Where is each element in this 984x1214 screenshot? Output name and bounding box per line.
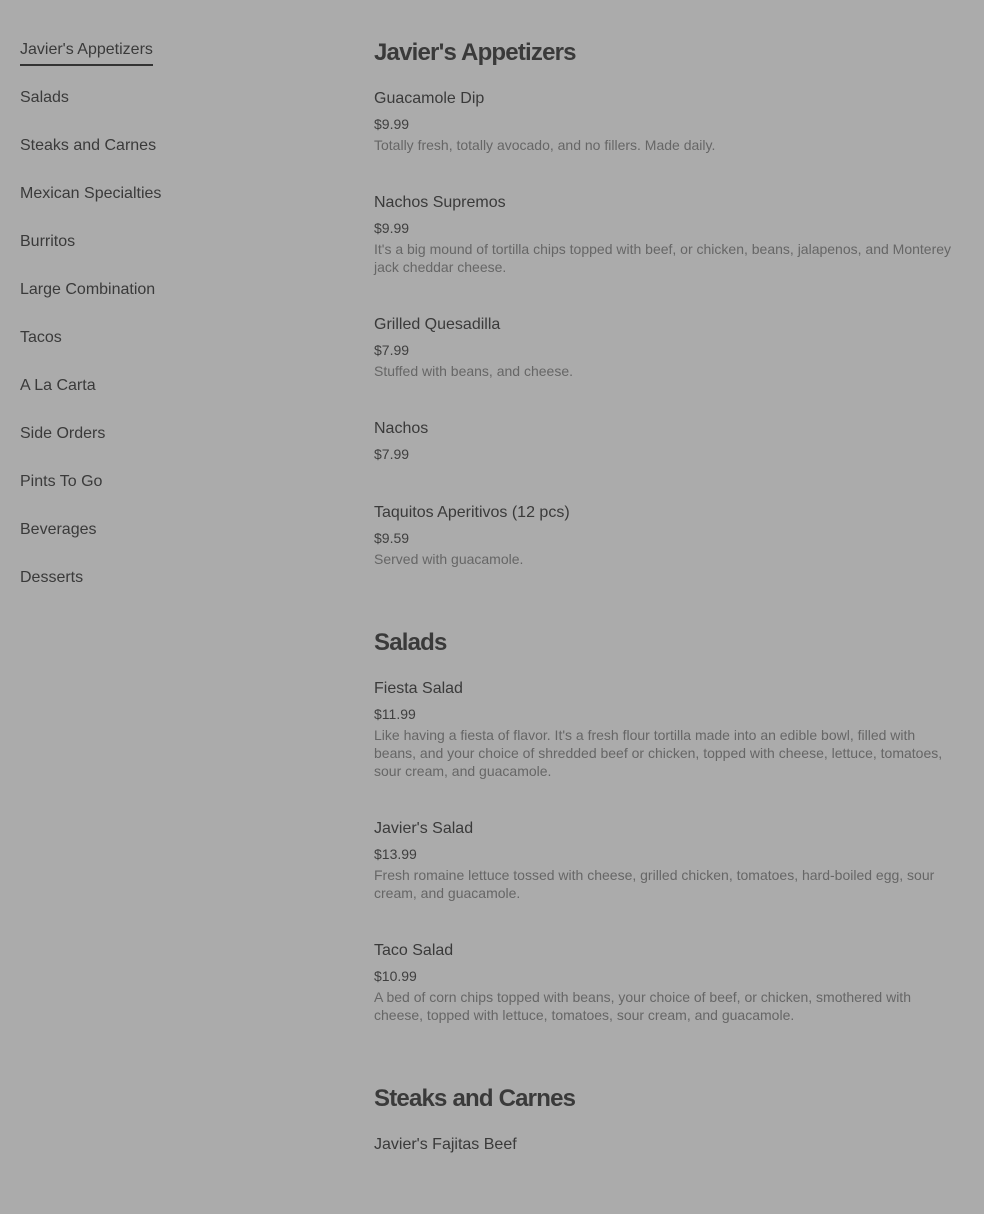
item-name: Fiesta Salad: [374, 680, 463, 697]
item-price: $13.99: [374, 846, 417, 862]
menu-item[interactable]: [374, 314, 960, 380]
sidebar-item-label: Pints To Go: [20, 473, 103, 490]
menu-item[interactable]: [374, 418, 960, 464]
item-description: Served with guacamole.: [374, 551, 524, 567]
sidebar-item-label: Tacos: [20, 329, 62, 346]
item-price: $9.59: [374, 530, 410, 546]
item-description: Totally fresh, totally avocado, and no fillers. Made daily.: [374, 137, 716, 153]
sidebar-item-large-combination[interactable]: [20, 278, 320, 326]
item-description: Like having a fiesta of flavor. It's a fresh flour tortilla made into an edible bowl, filled with beans, and your choice of shredded beef or chicken, topped with cheese, lettuce, tomatoes, sour cream, and guacamole.: [374, 727, 943, 779]
sidebar-item-javiers-appetizers[interactable]: [20, 38, 320, 86]
sidebar-item-pints-to-go[interactable]: [20, 470, 320, 518]
sidebar-item-burritos[interactable]: [20, 230, 320, 278]
sidebar-item-label: Salads: [20, 89, 69, 106]
menu-section-appetizers: [374, 36, 960, 568]
item-price: $7.99: [374, 446, 410, 462]
item-price: $10.99: [374, 968, 417, 984]
sidebar-item-label: Mexican Specialties: [20, 185, 162, 202]
item-price: $7.99: [374, 342, 410, 358]
sidebar-item-label: Side Orders: [20, 425, 106, 442]
sidebar-item-label: Desserts: [20, 569, 84, 586]
sidebar-item-salads[interactable]: [20, 86, 320, 134]
menu-section-steaks: [374, 1082, 960, 1156]
sidebar-item-label: Javier's Appetizers: [20, 38, 153, 66]
section-title: Salads: [374, 629, 447, 656]
sidebar-item-label: Burritos: [20, 233, 76, 250]
menu-item[interactable]: [374, 818, 960, 902]
menu-item[interactable]: [374, 1134, 960, 1156]
item-name: Guacamole Dip: [374, 90, 485, 107]
item-description: Stuffed with beans, and cheese.: [374, 363, 573, 379]
sidebar-item-tacos[interactable]: [20, 326, 320, 374]
sidebar-item-steaks-and-carnes[interactable]: [20, 134, 320, 182]
sidebar-item-desserts[interactable]: [20, 566, 320, 614]
sidebar-item-label: Steaks and Carnes: [20, 137, 157, 154]
item-name: Javier's Salad: [374, 820, 474, 837]
menu-item[interactable]: [374, 940, 960, 1024]
item-name: Nachos Supremos: [374, 194, 506, 211]
item-description: It's a big mound of tortilla chips topped with beef, or chicken, beans, jalapenos, and Monterey jack cheddar cheese.: [374, 241, 952, 275]
section-title: Steaks and Carnes: [374, 1085, 576, 1112]
sidebar-item-label: A La Carta: [20, 377, 96, 394]
sidebar-item-beverages[interactable]: [20, 518, 320, 566]
sidebar-item-mexican-specialties[interactable]: [20, 182, 320, 230]
item-price: $9.99: [374, 116, 410, 132]
sidebar-item-label: Beverages: [20, 521, 97, 538]
item-description: A bed of corn chips topped with beans, your choice of beef, or chicken, smothered with cheese, topped with lettuce, tomatoes, sour cream, and guacamole.: [374, 989, 911, 1023]
menu-item[interactable]: [374, 678, 960, 780]
category-sidebar: [20, 38, 320, 614]
menu-item[interactable]: [374, 88, 960, 154]
item-name: Taquitos Aperitivos (12 pcs): [374, 504, 570, 521]
item-description: Fresh romaine lettuce tossed with cheese, grilled chicken, tomatoes, hard-boiled egg, sour cream, and guacamole.: [374, 867, 935, 901]
item-name: Javier's Fajitas Beef: [374, 1136, 517, 1153]
menu-section-salads: [374, 626, 960, 1024]
item-name: Nachos: [374, 420, 429, 437]
sidebar-item-label: Large Combination: [20, 281, 156, 298]
item-price: $9.99: [374, 220, 410, 236]
menu-content: [374, 36, 960, 1214]
section-title: Javier's Appetizers: [374, 39, 576, 66]
item-name: Taco Salad: [374, 942, 454, 959]
sidebar-item-side-orders[interactable]: [20, 422, 320, 470]
sidebar-item-a-la-carta[interactable]: [20, 374, 320, 422]
menu-item[interactable]: [374, 502, 960, 568]
menu-item[interactable]: [374, 192, 960, 276]
item-price: $11.99: [374, 706, 416, 722]
item-name: Grilled Quesadilla: [374, 316, 501, 333]
